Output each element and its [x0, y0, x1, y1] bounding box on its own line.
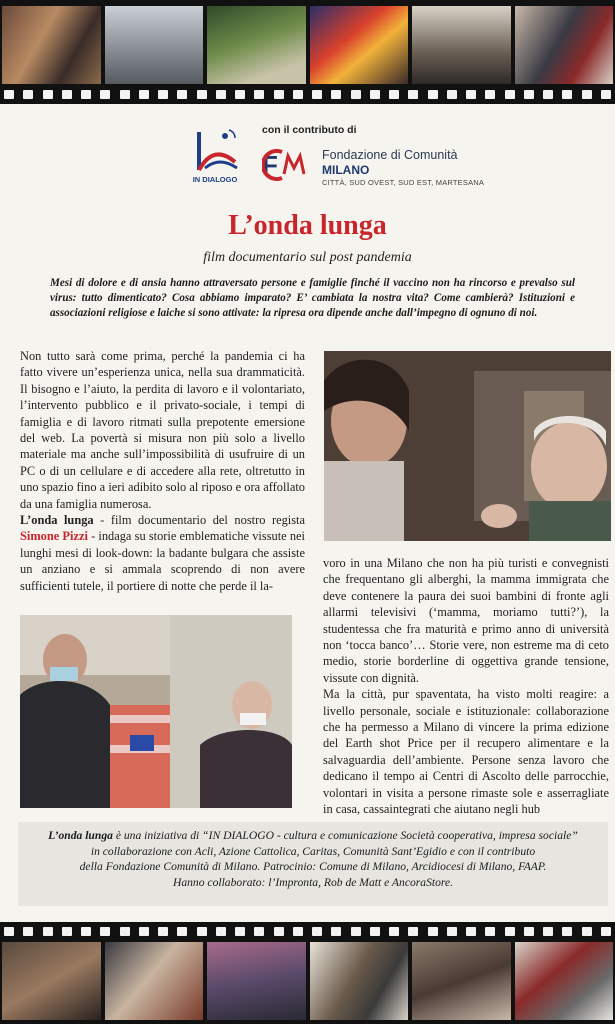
svg-text:F: F [262, 150, 278, 180]
body-paragraph: Non tutto sarà come prima, perché la pandemia ci ha fatto vivere un’esperienza unica, nella sua drammaticità. Il bisogno e l’aiuto, la perdita di lavoro e il volontariato, l’intervento pubblico e il privato-sociale, i tempi di famiglia e di lavoro ritmati sulla prepotente emersione del web. La povertà si misura non più solo a livello materiale ma anche sull’impossibilità di usufruire di un PC o di un cellulare e di accedere alla rete, oltretutto in uno spazio fino a ieri adibito solo al riposo e ora affollato da una famiglia numerosa. [20, 349, 305, 511]
director-name: Simone Pizzi [20, 529, 88, 544]
film-frame [310, 6, 409, 84]
film-frame [207, 6, 306, 84]
sprocket-holes [4, 927, 611, 937]
fcm-logo-icon [262, 146, 314, 182]
body-text: - film documentario del nostro regista [93, 513, 305, 528]
body-column-1 [20, 348, 305, 594]
film-strip-top [0, 0, 615, 104]
contribution-label: con il contributo di [262, 124, 357, 136]
film-frame [310, 942, 409, 1020]
film-frame [2, 6, 101, 84]
body-column-2 [323, 555, 609, 818]
film-strip-bottom [0, 922, 615, 1024]
film-frame [412, 6, 511, 84]
in-dialogo-logo-text: IN DIALOGO [192, 175, 238, 184]
page-title: L’onda lunga [228, 210, 387, 241]
film-title-inline: L’onda lunga [20, 513, 94, 528]
body-text: - indaga su storie emblematiche vissute nei lunghi mesi di look-down: la badante bulgara che assiste un anziano e si ammala scoprendo di non avere sufficienti tutele, il portiere di notte che perde il la- [20, 529, 305, 593]
credits-film-title: L’onda lunga [48, 829, 113, 842]
film-frame [515, 942, 614, 1020]
film-still-volunteers [20, 615, 292, 808]
film-still-conversation [324, 351, 611, 541]
film-frame [2, 942, 101, 1020]
film-frame [207, 942, 306, 1020]
credits-line: in collaborazione con Acli, Azione Cattolica, Caritas, Comunità Sant’Egidio e con il contributo [90, 844, 536, 858]
sprocket-holes [4, 90, 611, 100]
body-paragraph [20, 512, 305, 594]
credits-text: è una iniziativa di “IN DIALOGO - cultura e comunicazione Società cooperativa, impresa sociale” [112, 829, 578, 842]
film-frame [412, 942, 511, 1020]
credits-line: Hanno collaborato: l’Impronta, Rob de Matt e AncoraStore. [172, 875, 454, 889]
intro-paragraph: Mesi di dolore e di ansia hanno attraversato persone e famiglie finché il vaccino non ha rincorso e prevalso sul virus: tutto dimenticato? Cosa abbiamo imparato? E’ cambiata la nostra vita? Come cambierà? Istituzioni e associazioni religiose e laiche si sono attivate: la ripresa ora dipende anche dall’impegno di ognuno di noi. [50, 277, 575, 319]
credits-line [18, 828, 608, 844]
fcm-city: MILANO [322, 163, 370, 177]
film-frame [105, 942, 204, 1020]
body-paragraph: voro in una Milano che non ha più turisti e convegnisti che frequentano gli alberghi, la mamma immigrata che deve contenere la paura dei suoi bambini di fronte agli allarmi televisivi (‘mamma, moriamo tutti?’), la studentessa che fra maturità e primo anno di università non ‘tocca banco’… Storie vere, non estreme ma di ceto medio, storie borderline di oggettiva grande tensione, vissute con dignità. [323, 556, 609, 685]
credits-line: della Fondazione Comunità di Milano. Patrocinio: Comune di Milano, Arcidiocesi di Milano, FAAP. [79, 860, 547, 874]
page-subtitle: film documentario sul post pandemia [203, 250, 412, 265]
credits-box [18, 822, 608, 906]
film-frame [515, 6, 614, 84]
body-paragraph: Ma la città, pur spaventata, ha visto molti reagire: a livello personale, sociale e istituzionale: collaborazione che ha permesso a Milano di vincere la prima edizione del Earth shot Price per il recupero alimentare e la salvaguardia dell’ambiente. Persone senza lavoro che dedicano il tempo ai Centri di Ascolto delle parrocchie, volontari in visita a persone rimaste sole e asserragliate in casa, cassaintegrati che aiutano negli hub [323, 687, 609, 817]
fcm-areas: CITTÀ, SUD OVEST, SUD EST, MARTESANA [322, 178, 485, 187]
film-frame [105, 6, 204, 84]
sponsor-logos [0, 122, 615, 192]
fcm-name: Fondazione di Comunità [322, 148, 458, 162]
in-dialogo-logo [185, 122, 245, 188]
fcm-logo-text [322, 148, 484, 187]
